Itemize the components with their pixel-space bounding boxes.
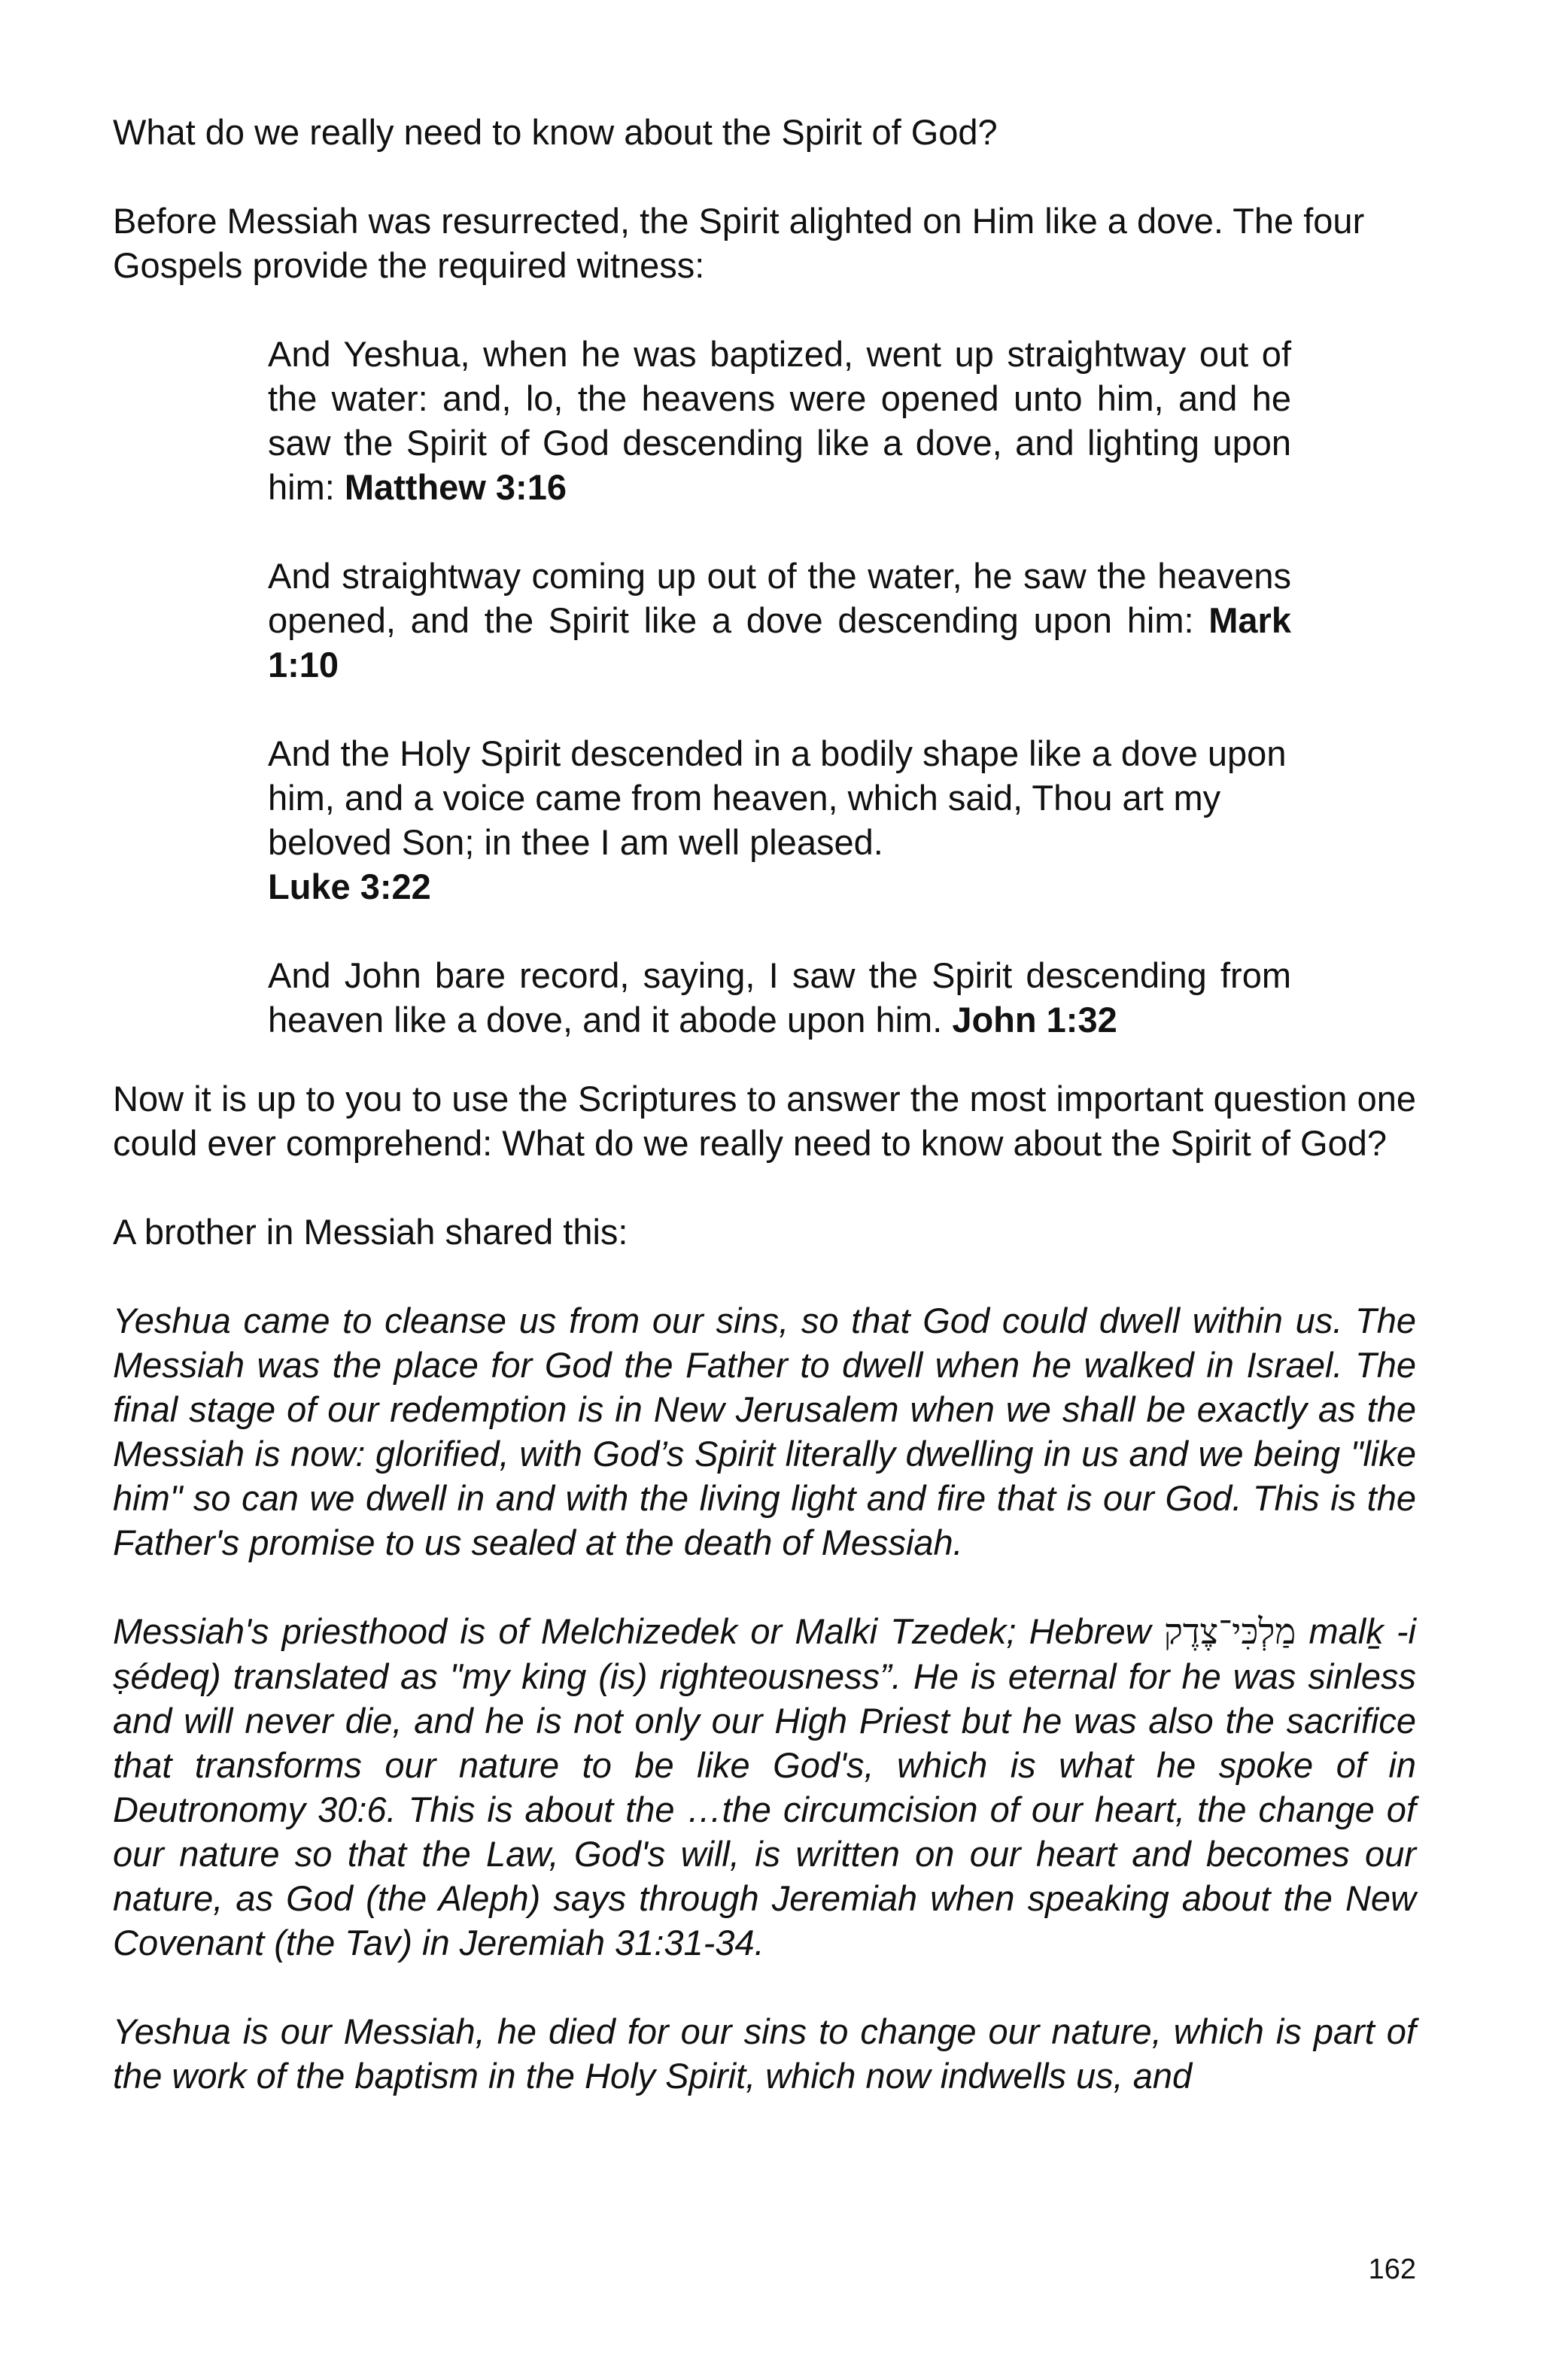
quote-reference: John 1:32: [952, 1000, 1117, 1040]
quote-text: And straightway coming up out of the water, he saw the heavens opened, and the Spirit like a dove descending upon him:: [268, 556, 1291, 640]
quote-reference: Luke 3:22: [268, 867, 431, 906]
quote-text: And John bare record, saying, I saw the Spirit descending from heaven like a dove, and it abode upon him.: [268, 955, 1291, 1040]
hebrew-term: מַלְכִּי־צֶדֶק: [1163, 1611, 1296, 1653]
shared-intro: A brother in Messiah shared this:: [113, 1212, 628, 1252]
quote-reference: Matthew 3:16: [344, 467, 567, 507]
page-content: [113, 110, 1416, 2098]
quote-matthew: [268, 332, 1291, 509]
lead-paragraph: Before Messiah was resurrected, the Spirit alighted on Him like a dove. The four Gospels provide the required witness:: [113, 201, 1365, 285]
priesthood-text-end: malḵ -i ṣédeq) translated as "my king (is) righteousness”. He is eternal for he was sinless and will never die, and he is not only our High Priest but he was also the sacrifice that transforms our nature to be like God's, which is what he spoke of in Deutronomy 30:6. This is about the …the circumcision of our heart, the change of our nature so that the Law, God's will, is written on our heart and becomes our nature, as God (the Aleph) says through Jeremiah when speaking about the New Covenant (the Tav) in Jeremiah 31:31-34.: [113, 1611, 1416, 1963]
quote-luke: [268, 731, 1291, 909]
challenge-paragraph: Now it is up to you to use the Scriptures to answer the most important question one could ever comprehend: What do we really need to know about the Spirit of God?: [113, 1079, 1416, 1163]
italic-paragraph-priesthood: [113, 1609, 1416, 1965]
quote-text: And Yeshua, when he was baptized, went up straightway out of the water: and, lo, the heavens were opened unto him, and he saw the Spirit of God descending like a dove, and lighting upon him:: [268, 334, 1291, 507]
quote-john: [268, 953, 1291, 1042]
page-number: 162: [1368, 2254, 1416, 2285]
quote-reference: Mark 1:10: [268, 600, 1291, 685]
quote-text: And the Holy Spirit descended in a bodily shape like a dove upon him, and a voice came from heaven, which said, Thou art my beloved Son; in thee I am well pleased.: [268, 733, 1287, 862]
italic-paragraph-redemption: Yeshua came to cleanse us from our sins, so that God could dwell within us. The Messiah was the place for God the Father to dwell when he walked in Israel. The final stage of our redemption is in New Jerusalem when we shall be exactly as the Messiah is now: glorified, with God’s Spirit literally dwelling in us and we being "like him" so can we dwell in and with the living light and fire that is our God. This is the Father's promise to us sealed at the death of Messiah.: [113, 1301, 1416, 1562]
priesthood-text-start: Messiah's priesthood is of Melchizedek or Malki Tzedek; Hebrew: [113, 1611, 1164, 1651]
italic-paragraph-messiah: Yeshua is our Messiah, he died for our sins to change our nature, which is part of the work of the baptism in the Holy Spirit, which now indwells us, and: [113, 2011, 1416, 2096]
intro-question: What do we really need to know about the Spirit of God?: [113, 112, 998, 152]
quote-mark: [268, 554, 1291, 687]
